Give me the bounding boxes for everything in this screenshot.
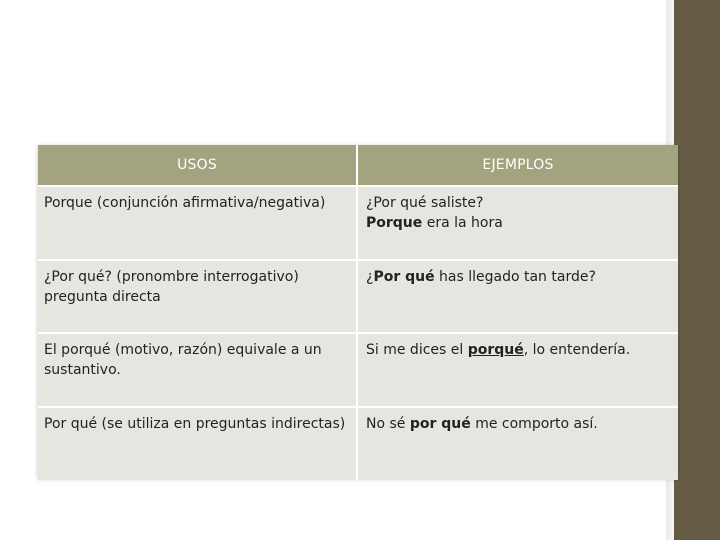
table-row — [38, 186, 678, 260]
emphasis-text: Porque — [366, 215, 423, 231]
ejemplo-text: has llegado tan tarde? — [434, 269, 596, 285]
ejemplo-text: Si me dices el — [366, 342, 468, 358]
emphasis-text: por qué — [409, 416, 471, 432]
table-header-row — [38, 145, 678, 186]
table-row — [38, 407, 678, 480]
emphasis-text: porqué — [467, 342, 524, 358]
uso-cell: ¿Por qué? (pronombre interrogativo) pregunta directa — [38, 260, 357, 333]
ejemplo-cell — [357, 407, 678, 480]
ejemplo-cell — [357, 186, 678, 260]
ejemplo-cell — [357, 260, 678, 333]
uso-cell: Porque (conjunción afirmativa/negativa) — [38, 186, 357, 260]
emphasis-text: Por qué — [373, 269, 435, 285]
ejemplo-text: me comporto así. — [470, 416, 598, 432]
ejemplo-text: , lo entendería. — [523, 342, 631, 358]
table-row — [38, 333, 678, 407]
uso-cell: Por qué (se utiliza en preguntas indirectas) — [38, 407, 357, 480]
ejemplo-text: No sé — [366, 416, 410, 432]
ejemplo-line — [366, 213, 672, 233]
ejemplo-line: ¿Por qué saliste? — [366, 195, 484, 211]
side-decorative-band — [674, 0, 720, 540]
header-usos: USOS — [38, 145, 357, 186]
ejemplo-cell — [357, 333, 678, 407]
ejemplo-text: ¿ — [366, 269, 374, 285]
usage-table-container — [38, 145, 678, 478]
table-row — [38, 260, 678, 333]
header-ejemplos: EJEMPLOS — [357, 145, 678, 186]
usage-table — [38, 145, 678, 480]
ejemplo-text: era la hora — [422, 215, 503, 231]
uso-cell: El porqué (motivo, razón) equivale a un sustantivo. — [38, 333, 357, 407]
